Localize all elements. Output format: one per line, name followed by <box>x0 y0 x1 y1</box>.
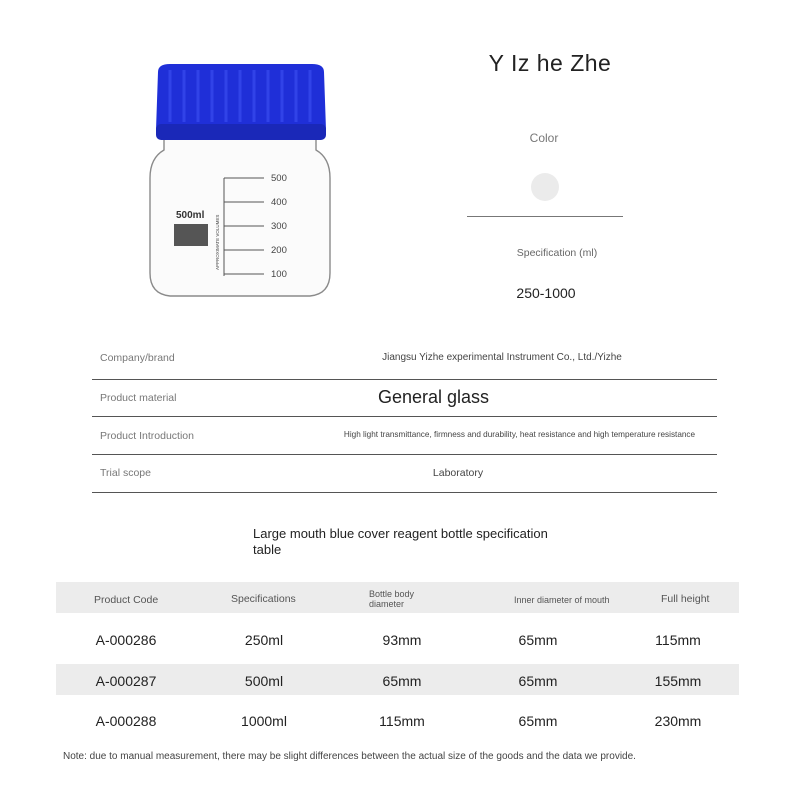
table-cell: 65mm <box>382 673 422 689</box>
attribute-label: Company/brand <box>100 352 175 364</box>
table-cell: 65mm <box>518 673 558 689</box>
attribute-label: Trial scope <box>100 467 151 479</box>
measurement-note: Note: due to manual measurement, there may be slight differences between the actual size of the goods and the data we provide. <box>63 751 636 762</box>
attribute-value: General glass <box>378 387 490 407</box>
header-product-code: Product Code <box>94 594 159 606</box>
table-cell: 115mm <box>655 632 701 648</box>
table-cell: 93mm <box>382 632 422 648</box>
attribute-label: Product Introduction <box>100 430 194 442</box>
attribute-row-introduction <box>92 417 717 455</box>
table-cell: 65mm <box>518 632 558 648</box>
attribute-row-company <box>92 343 717 380</box>
reagent-bottle-image <box>140 58 350 308</box>
specification-label: Specification (ml) <box>516 247 598 259</box>
table-cell: A-000286 <box>95 632 157 648</box>
volume-label: 500ml <box>176 210 205 221</box>
table-cell: A-000288 <box>95 713 157 729</box>
spec-table <box>56 582 739 732</box>
attribute-value: Jiangsu Yizhe experimental Instrument Co., Ltd./Yizhe <box>382 352 622 363</box>
scale-mark: 200 <box>271 245 287 256</box>
attribute-value: High light transmittance, firmness and durability, heat resistance and high temperature resistance <box>343 430 696 439</box>
scale-mark: 300 <box>271 221 287 232</box>
table-cell: 230mm <box>654 713 702 729</box>
header-body-diameter: Bottle body diameter <box>369 589 415 609</box>
row-divider <box>92 492 717 493</box>
scale-caption: APPROXIMATE VOLUMES <box>215 214 220 270</box>
attribute-value: Laboratory <box>432 467 484 479</box>
table-cell: 1000ml <box>241 713 287 729</box>
scale-mark: 100 <box>271 269 287 280</box>
color-swatch-clear[interactable] <box>531 173 559 201</box>
divider <box>467 216 623 217</box>
attribute-row-material <box>92 380 717 417</box>
table-cell: 155mm <box>654 673 702 689</box>
table-cell: 65mm <box>518 713 558 729</box>
header-specifications: Specifications <box>231 593 296 605</box>
color-label: Color <box>529 131 559 145</box>
spec-table-title: Large mouth blue cover reagent bottle specification table <box>253 526 548 557</box>
brand-title: Y Iz he Zhe <box>488 50 612 76</box>
scale-mark: 500 <box>271 173 287 184</box>
table-cell: 115mm <box>379 713 425 729</box>
header-mouth-diameter: Inner diameter of mouth <box>514 595 610 605</box>
specification-value: 250-1000 <box>516 285 576 301</box>
table-cell: 250ml <box>244 632 284 648</box>
attribute-label: Product material <box>100 392 177 404</box>
table-cell: A-000287 <box>95 673 157 689</box>
attribute-row-scope <box>92 455 717 493</box>
table-cell: 500ml <box>244 673 284 689</box>
header-full-height: Full height <box>661 593 710 605</box>
scale-mark: 400 <box>271 197 287 208</box>
